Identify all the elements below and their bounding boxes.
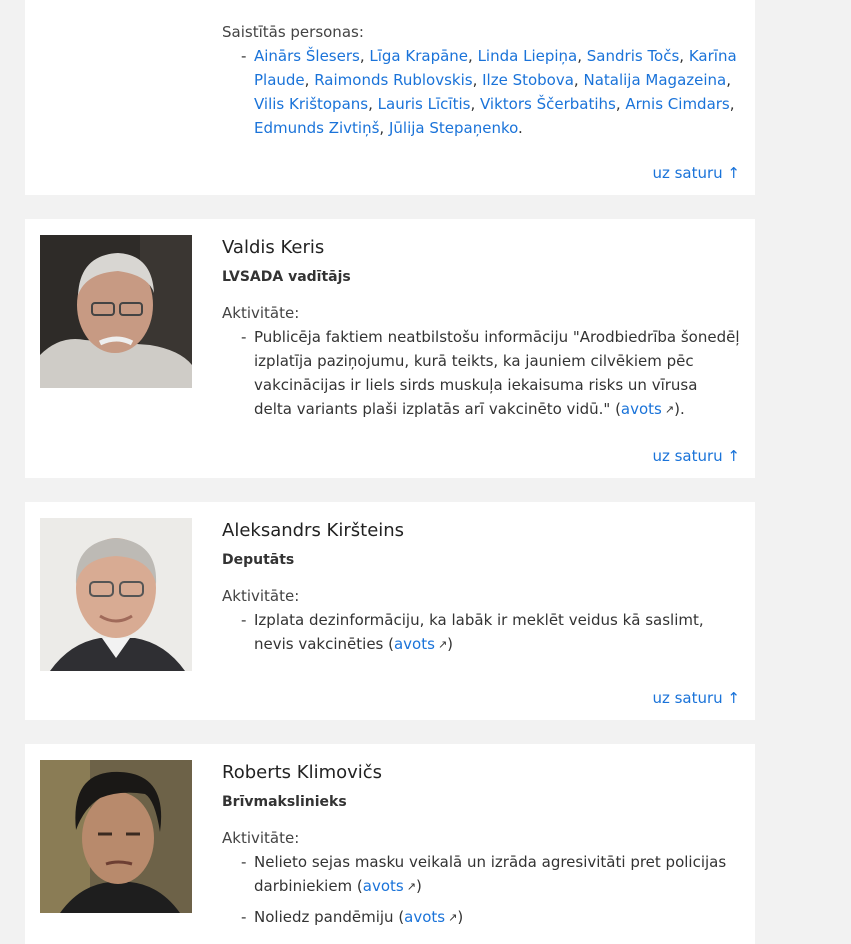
related-person-link[interactable]: Edmunds Zivtiņš — [254, 119, 380, 137]
person-photo — [40, 518, 192, 671]
related-person-link[interactable]: Vilis Krištopans — [254, 95, 369, 113]
related-person-link[interactable]: Jūlija Stepaņenko — [388, 119, 519, 137]
activity-end: ) — [457, 908, 464, 926]
list-item — [241, 608, 740, 657]
related-persons-list — [222, 44, 740, 140]
activity-list — [222, 850, 740, 930]
related-person-link[interactable]: Lauris Līcītis — [377, 95, 471, 113]
activity-list — [222, 608, 740, 657]
activity-end: ) — [415, 877, 422, 895]
activity-label: Aktivitāte: — [222, 304, 300, 322]
back-to-top-link[interactable]: uz saturu ↑ — [652, 164, 740, 182]
person-card-roberts-klimovics — [25, 744, 755, 944]
related-person-link[interactable]: Sandris Točs — [586, 47, 680, 65]
related-person-link[interactable]: Raimonds Rublovskis — [314, 71, 473, 89]
source-link[interactable]: avots — [393, 635, 435, 653]
activity-label: Aktivitāte: — [222, 587, 300, 605]
source-link[interactable]: avots — [620, 400, 662, 418]
external-link-icon: ↗ — [437, 638, 448, 651]
external-link-icon: ↗ — [664, 403, 675, 416]
person-card-valdis-keris — [25, 219, 755, 478]
back-to-top-link[interactable]: uz saturu ↑ — [652, 689, 740, 707]
related-person-link[interactable]: Karīna Plaude — [254, 47, 737, 89]
person-card-aleksandrs-kirsteins — [25, 502, 755, 720]
related-persons-label: Saistītās personas: — [222, 23, 364, 41]
activity-end: ). — [674, 400, 685, 418]
list-item — [241, 905, 740, 930]
list-item — [241, 850, 740, 899]
related-person-link[interactable]: Linda Liepiņa — [477, 47, 578, 65]
external-link-icon: ↗ — [406, 880, 416, 893]
person-name: Valdis Keris — [222, 237, 325, 258]
person-card-previous — [25, 0, 755, 195]
person-photo — [40, 235, 192, 388]
activity-text: Izplata dezinformāciju, ka labāk ir meklēt veidus kā saslimt, nevis vakcinēties ( — [254, 611, 704, 653]
related-person-link[interactable]: Ilze Stobova — [482, 71, 574, 89]
activity-text: Noliedz pandēmiju ( — [254, 908, 405, 926]
related-person-link[interactable]: Arnis Cimdars — [625, 95, 730, 113]
related-person-link[interactable]: Ainārs Šlesers — [254, 47, 360, 65]
person-photo — [40, 760, 192, 913]
activity-text: Publicēja faktiem neatbilstošu informāciju "Arodbiedrība šonedēļ izplatīja paziņojumu, kurā teikts, ka jauniem cilvēkiem pēc vakcinācijas ir liels sirds muskuļa iekaisuma risks un vīrusa delta variants plaši izplatās arī vakcinēto vidū." ( — [254, 328, 740, 418]
source-link[interactable]: avots — [404, 908, 446, 926]
list-item — [241, 325, 740, 422]
back-to-top-link[interactable]: uz saturu ↑ — [652, 447, 740, 465]
activity-text: Nelieto sejas masku veikalā un izrāda agresivitāti pret policijas darbiniekiem ( — [254, 853, 727, 895]
related-person-link[interactable]: Viktors Ščerbatihs — [479, 95, 616, 113]
external-link-icon: ↗ — [448, 911, 458, 924]
person-role: LVSADA vadītājs — [222, 269, 351, 285]
person-name: Aleksandrs Kiršteins — [222, 520, 405, 541]
related-person-link[interactable]: Līga Krapāne — [369, 47, 469, 65]
activity-list — [222, 325, 740, 422]
activity-label: Aktivitāte: — [222, 829, 300, 847]
person-role: Deputāts — [222, 552, 295, 568]
person-role: Brīvmakslinieks — [222, 794, 347, 810]
activity-end: ) — [447, 635, 454, 653]
list-item: - Ainārs Šlesers, Līga Krapāne, Linda Liepiņa, Sandris Točs, Karīna Plaude, Raimonds Rublovskis, Ilze Stobova, Natalija Magazeina, Vilis Krištopans, Lauris Līcītis, Viktors Ščerbatihs, Arnis Cimdars, Edmunds Zivtiņš, Jūlija Stepaņenko. — [241, 44, 740, 140]
person-name: Roberts Klimovičs — [222, 762, 383, 783]
source-link[interactable]: avots — [362, 877, 404, 895]
related-person-link[interactable]: Natalija Magazeina — [583, 71, 727, 89]
